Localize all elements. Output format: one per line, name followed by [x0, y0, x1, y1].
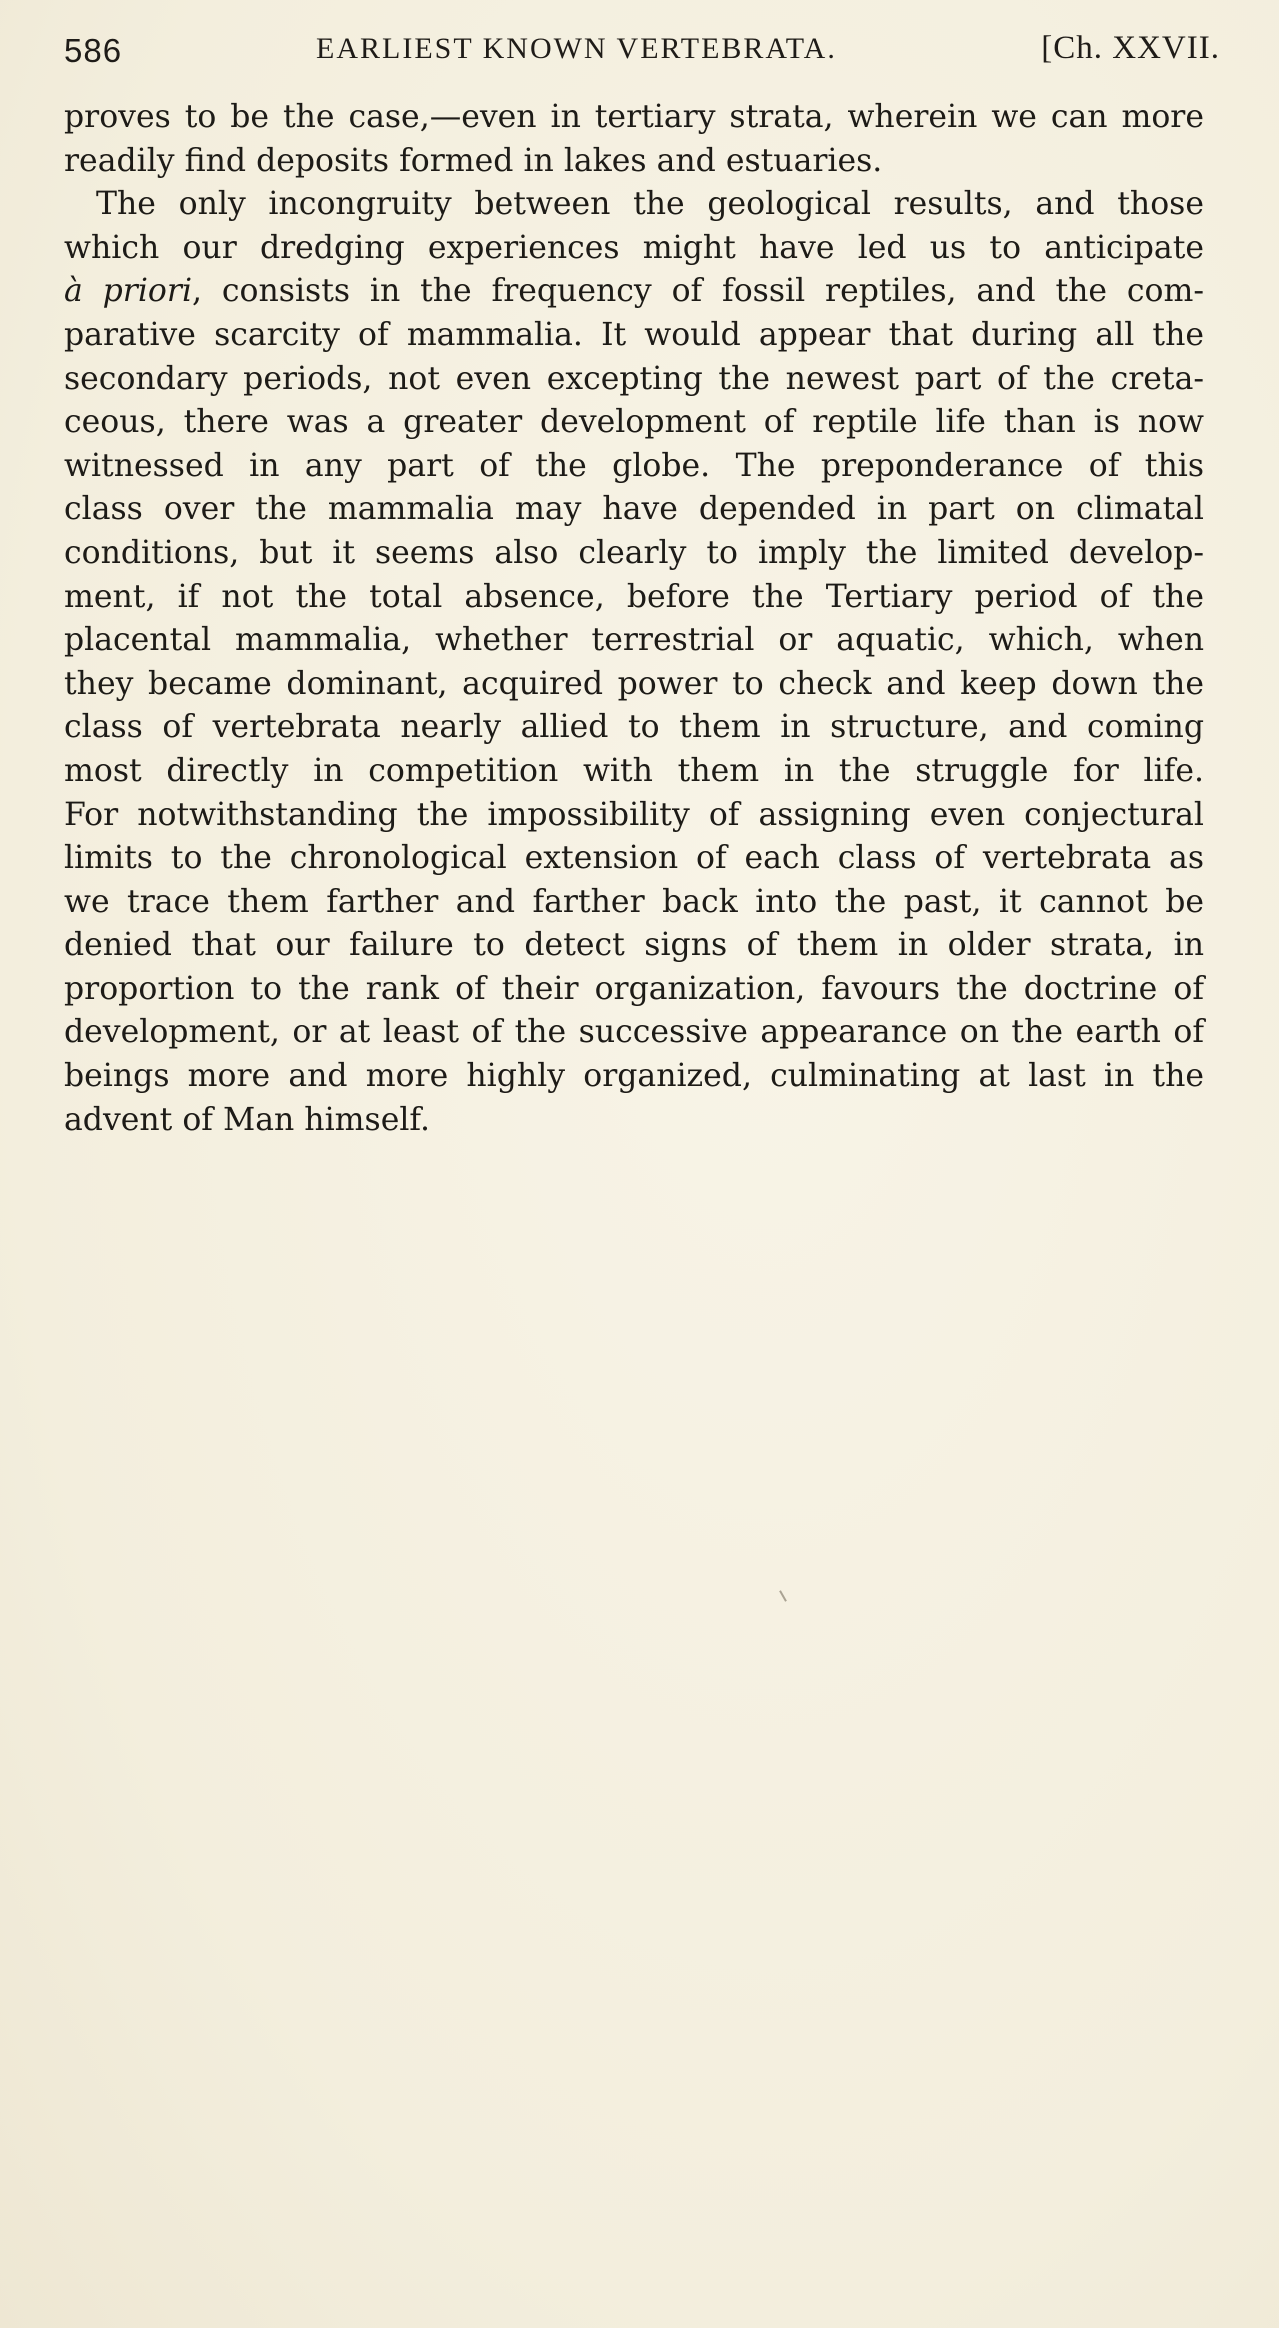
text-line: The only incongruity between the geological results, and those	[96, 186, 1204, 223]
text-line: ment, if not the total absence, before the Tertiary period of the	[64, 578, 1204, 615]
body-text	[64, 96, 1204, 1142]
text-line: they became dominant, acquired power to check and keep down the	[64, 665, 1204, 702]
text-line: conditions, but it seems also clearly to imply the limited develop-	[64, 534, 1204, 571]
text-line: placental mammalia, whether terrestrial or aquatic, which, when	[64, 622, 1204, 659]
text-line: parative scarcity of mammalia. It would appear that during all the	[64, 316, 1204, 353]
text-line: readily find deposits formed in lakes and estuaries.	[64, 142, 883, 179]
text-line: proportion to the rank of their organization, favours the doctrine of	[64, 970, 1204, 1007]
text-line: we trace them farther and farther back into the past, it cannot be	[64, 883, 1204, 920]
text-line: proves to be the case,—even in tertiary strata, wherein we can more	[64, 99, 1204, 135]
text-line: ceous, there was a greater development of reptile life than is now	[64, 404, 1204, 441]
text-line: class over the mammalia may have depended in part on climatal	[64, 491, 1204, 528]
text-line: witnessed in any part of the globe. The preponderance of this	[64, 447, 1204, 484]
text-line: For notwithstanding the impossibility of assigning even conjectural	[64, 796, 1204, 833]
text-line: beings more and more highly organized, culminating at last in the	[64, 1058, 1204, 1095]
text-line: advent of Man himself.	[64, 1101, 430, 1138]
text-line: denied that our failure to detect signs of them in older strata, in	[64, 927, 1204, 964]
text-line: limits to the chronological extension of each class of vertebrata as	[64, 840, 1204, 877]
text-line: class of vertebrata nearly allied to them in structure, and coming	[64, 709, 1204, 746]
text-line: development, or at least of the successive appearance on the earth of	[64, 1014, 1204, 1051]
text-line: which our dredging experiences might have led us to anticipate	[64, 229, 1204, 266]
running-head-title: EARLIEST KNOWN VERTEBRATA.	[316, 32, 837, 65]
running-head	[64, 26, 1220, 72]
chapter-reference: [Ch. XXVII.	[1041, 30, 1220, 66]
page-number: 586	[64, 32, 123, 69]
text-line: secondary periods, not even excepting the newest part of the creta-	[64, 360, 1204, 397]
ink-mark	[779, 1590, 787, 1601]
text-line: most directly in competition with them in the struggle for life.	[64, 752, 1204, 789]
text-line: à priori, consists in the frequency of fossil reptiles, and the com-	[64, 273, 1205, 310]
